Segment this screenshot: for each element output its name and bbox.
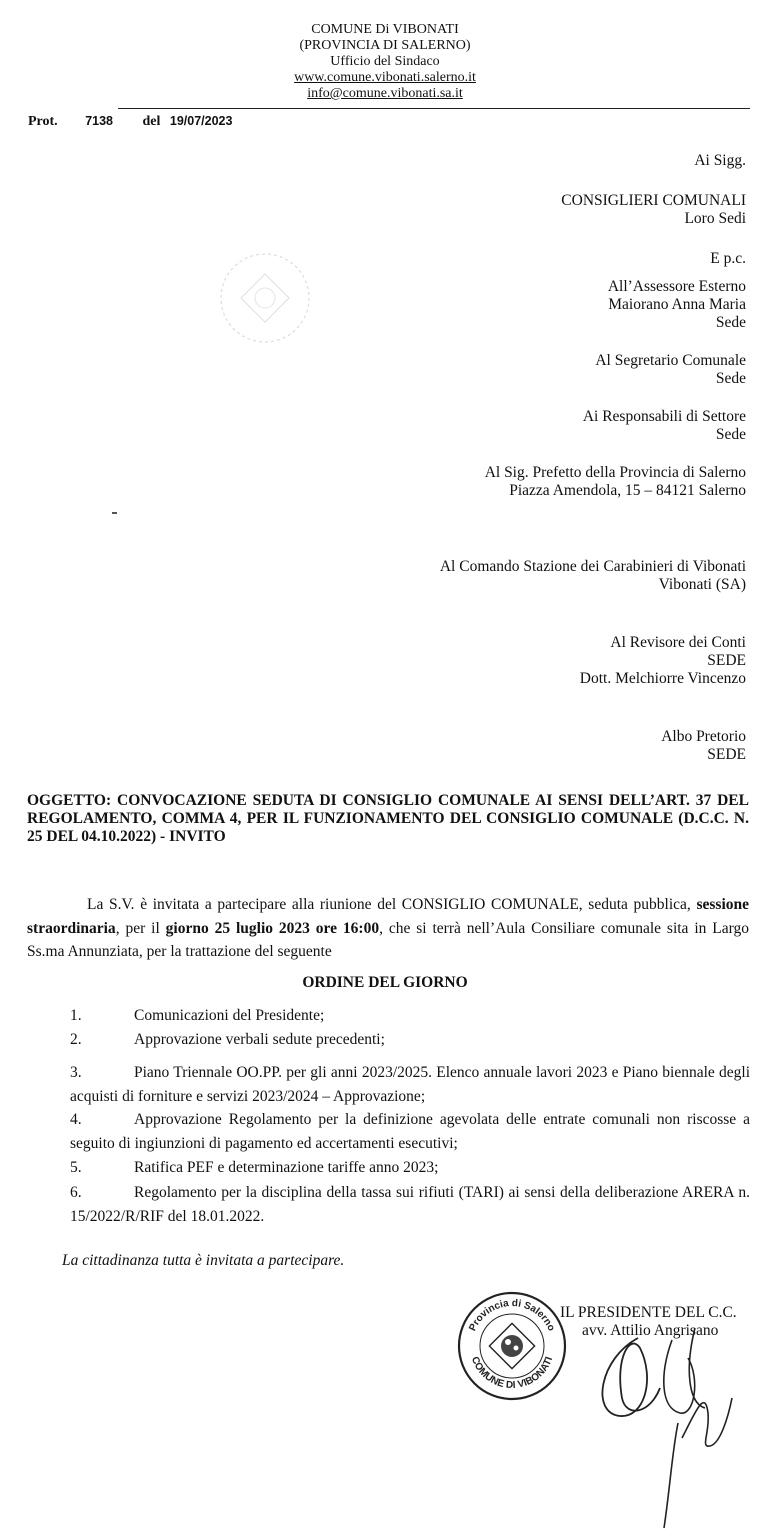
recipient-line: Ai Responsabili di Settore <box>582 408 746 425</box>
agenda-item-number: 3. <box>70 1064 82 1081</box>
agenda-item-text: Approvazione verbali sedute precedenti; <box>134 1031 385 1048</box>
faint-seal-icon <box>210 248 320 348</box>
agenda-item-4 <box>70 1108 750 1155</box>
svg-text:COMUNE DI VIBONATI <box>469 1355 555 1391</box>
agenda-item-6 <box>70 1181 750 1228</box>
agenda-item-text: Regolamento per la disciplina della tassa sui rifiuti (TARI) ai sensi della deliberazione ARERA n. 15/2022/R/RIF del 18.01.2022. <box>70 1184 750 1225</box>
subject: OGGETTO: CONVOCAZIONE SEDUTA DI CONSIGLIO COMUNALE AI SENSI DELL’ART. 37 DEL REGOLAMENTO, COMMA 4, PER IL FUNZIONAMENTO DEL CONSIGLIO COMUNALE (D.C.C. N. 25 DEL 04.10.2022) - INVITO <box>27 792 749 845</box>
recipient-line: Piazza Amendola, 15 – 84121 Salerno <box>509 482 746 499</box>
agenda-item-text: Comunicazioni del Presidente; <box>134 1007 325 1024</box>
municipality-name: COMUNE Di VIBONATI <box>311 22 459 37</box>
recipient-line: SEDE <box>707 652 746 669</box>
invitation-text: La S.V. è invitata a partecipare alla riunione del CONSIGLIO COMUNALE, seduta pubblica, <box>87 896 691 913</box>
agenda-title: ORDINE DEL GIORNO <box>302 974 468 991</box>
recipient-line: Al Segretario Comunale <box>595 352 746 369</box>
invitation-text: , che si terrà nell’Aula Consiliare comunale sita in Largo Ss.ma Annunziata, per la trattazione del seguente <box>27 919 749 960</box>
agenda-item-number: 4. <box>70 1111 82 1128</box>
recipient-albo <box>661 728 746 764</box>
agenda-item-text: Piano Triennale OO.PP. per gli anni 2023/2025. Elenco annuale lavori 2023 e Piano biennale degli acquisti di forniture e servizi 2023/2024 – Approvazione; <box>70 1064 750 1105</box>
session-type: sessione straordinaria <box>27 896 750 937</box>
protocol-number: 7138 <box>85 114 113 128</box>
recipient-secretary <box>595 352 746 388</box>
session-date: giorno 25 luglio 2023 ore 16:00 <box>165 919 380 937</box>
president-title: IL PRESIDENTE DEL C.C. <box>560 1304 737 1321</box>
protocol-line <box>28 114 232 130</box>
recipient-assessor <box>608 278 746 332</box>
recipient-line: Sede <box>715 426 746 443</box>
recipient-carabinieri <box>440 558 746 594</box>
agenda-item-5 <box>70 1156 750 1180</box>
greeting: Ai Sigg. <box>694 152 746 169</box>
protocol-del-label: del <box>142 114 161 129</box>
agenda-item-number: 6. <box>70 1184 82 1201</box>
protocol-date: 19/07/2023 <box>169 114 233 128</box>
agenda-item-text: Ratifica PEF e determinazione tariffe anno 2023; <box>134 1159 439 1176</box>
handwritten-signature-icon <box>560 1318 760 1533</box>
recipient-line: All’Assessore Esterno <box>607 278 746 295</box>
recipient-line: SEDE <box>707 746 746 763</box>
agenda-item-3 <box>70 1061 750 1108</box>
stamp-top-text: Provincia di Salerno <box>467 1297 557 1333</box>
recipient-councillors <box>561 192 746 228</box>
municipal-stamp-icon <box>456 1290 568 1402</box>
header-divider <box>118 108 750 109</box>
recipient-auditor <box>580 634 746 688</box>
agenda-item-number: 2. <box>70 1031 82 1048</box>
recipient-line: Al Sig. Prefetto della Provincia di Salerno <box>484 464 746 481</box>
recipient-line: Dott. Melchiorre Vincenzo <box>579 670 746 687</box>
agenda-item-text: Approvazione Regolamento per la definizione agevolata delle entrate comunali non riscosse a seguito di ingiunzioni di pagamento ed accertamenti esecutivi; <box>70 1111 750 1152</box>
closing-line: La cittadinanza tutta è invitata a partecipare. <box>62 1252 345 1269</box>
invitation-paragraph <box>27 893 749 964</box>
recipient-line: Albo Pretorio <box>661 728 746 745</box>
province-name: (PROVINCIA DI SALERNO) <box>299 38 471 53</box>
agenda-item-number: 1. <box>70 1007 82 1024</box>
scan-mark <box>112 512 117 514</box>
protocol-label: Prot. <box>28 114 58 129</box>
website-link[interactable]: www.comune.vibonati.salerno.it <box>294 70 476 85</box>
recipient-line: Maiorano Anna Maria <box>608 296 746 313</box>
recipient-line: Loro Sedi <box>684 210 746 227</box>
recipient-line: Sede <box>715 314 746 331</box>
stamp-bottom-text: COMUNE DI VIBONATI <box>468 1355 556 1392</box>
agenda-item-number: 5. <box>70 1159 82 1176</box>
recipient-line: Sede <box>715 370 746 387</box>
letterhead <box>0 22 770 102</box>
invitation-text: , per il <box>115 919 166 937</box>
recipient-line: Al Revisore dei Conti <box>610 634 746 651</box>
recipient-line: Vibonati (SA) <box>658 576 746 593</box>
office-name: Ufficio del Sindaco <box>330 54 440 69</box>
recipient-prefect <box>485 464 746 500</box>
president-name: avv. Attilio Angrisano <box>582 1322 719 1339</box>
recipient-line: CONSIGLIERI COMUNALI <box>561 192 746 209</box>
email-link[interactable]: info@comune.vibonati.sa.it <box>307 86 463 101</box>
recipient-managers <box>583 408 746 444</box>
recipient-line: Al Comando Stazione dei Carabinieri di Vibonati <box>439 558 746 575</box>
epc-label: E p.c. <box>710 250 746 267</box>
